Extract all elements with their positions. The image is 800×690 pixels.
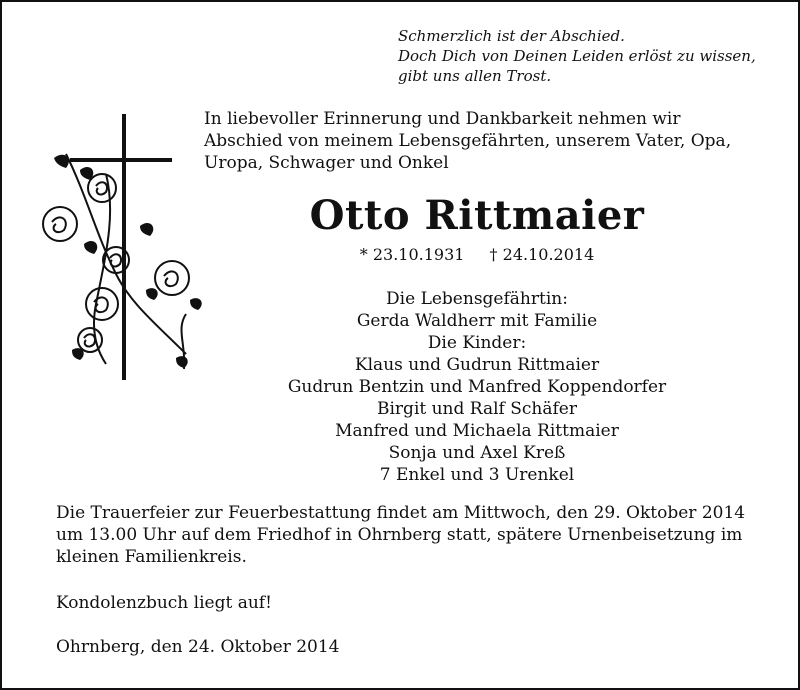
service-line: um 13.00 Uhr auf dem Friedhof in Ohrnberg statt, spätere Urnenbeisetzung im [56, 525, 743, 545]
life-dates [252, 244, 702, 266]
intro-text [204, 108, 784, 174]
mourner-line: Gerda Waldherr mit Familie [356, 311, 598, 331]
mourners-list [252, 288, 702, 486]
poem-line: Schmerzlich ist der Abschied. [398, 27, 625, 45]
funeral-service-text [56, 502, 772, 568]
roses-icon [43, 154, 189, 369]
leaves-icon [54, 155, 202, 368]
poem-line: gibt uns allen Trost. [398, 67, 552, 85]
mourner-line: Klaus und Gudrun Rittmaier [354, 355, 600, 375]
intro-line: Uropa, Schwager und Onkel [204, 153, 449, 173]
deceased-name: Otto Rittmaier [309, 192, 645, 239]
mourner-line: Die Lebensgefährtin: [386, 289, 568, 309]
mourner-line: 7 Enkel und 3 Urenkel [379, 465, 575, 485]
cross-with-roses-icon [36, 114, 206, 380]
death-date: † 24.10.2014 [489, 245, 595, 264]
poem-line: Doch Dich von Deinen Leiden erlöst zu wissen, [398, 47, 756, 65]
mourner-line: Sonja und Axel Kreß [388, 443, 566, 463]
poem-quote [398, 26, 788, 86]
mourner-line: Die Kinder: [427, 333, 527, 353]
service-line: Die Trauerfeier zur Feuerbestattung findet am Mittwoch, den 29. Oktober 2014 [56, 503, 746, 523]
place-and-date: Ohrnberg, den 24. Oktober 2014 [56, 637, 340, 657]
mourner-line: Gudrun Bentzin und Manfred Koppendorfer [287, 377, 667, 397]
mourner-line: Birgit und Ralf Schäfer [377, 399, 577, 419]
birth-date: * 23.10.1931 [359, 245, 465, 264]
intro-line: Abschied von meinem Lebensgefährten, unserem Vater, Opa, [204, 131, 732, 151]
mourner-line: Manfred und Michaela Rittmaier [335, 421, 619, 441]
service-line: kleinen Familienkreis. [56, 547, 247, 567]
intro-line: In liebevoller Erinnerung und Dankbarkeit nehmen wir [204, 109, 681, 129]
condolence-book-note: Kondolenzbuch liegt auf! [56, 593, 272, 613]
